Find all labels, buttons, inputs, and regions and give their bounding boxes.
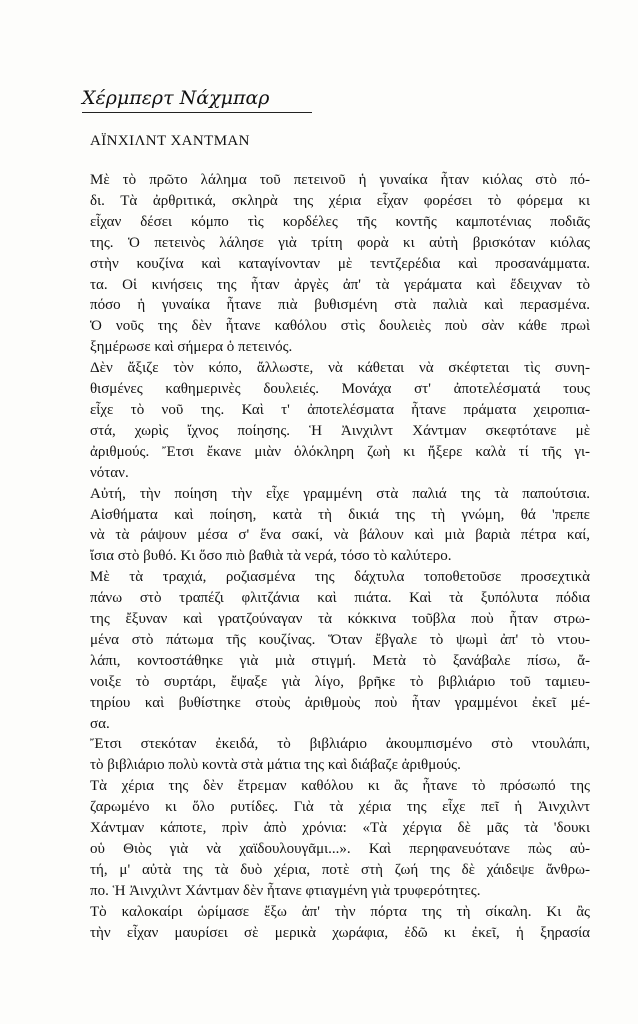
text-line: δι. Τὰ ἀρθριτικά, σκληρὰ της χέρια εἶχαν φορέσει τὸ φόρεμα κι [90,192,590,209]
text-line: ἀριθμούς. Ἔτσι ἔκανε μιὰν ὁλόκληρη ζωὴ κι ἤξερε καλὰ τί τῆς γι- [90,443,590,460]
text-line: ζαρωμένο κι ὅλο ρυτίδες. Γιὰ τὰ χέρια της εἶχε πεῖ ἡ Ἀινχιλντ [90,799,590,816]
text-line: μένα στὸ πάτωμα τῆς κουζίνας. Ὅταν ἔβγαλε τὸ ψωμὶ ἀπ' τὸ ντου- [90,631,590,648]
text-line: ξημέρωσε καὶ σήμερα ὁ πετεινός. [90,339,293,356]
text-line: τὸ βιβλιάριο πολὺ κοντὰ στὰ μάτια της καὶ διάβαζε ἀριθμούς. [90,757,461,774]
text-line: πάνω στὸ τραπέζι φλιτζάνια καὶ πιάτα. Καὶ τὰ ξυπόλυτα πόδια [90,590,590,607]
text-line: σα. [90,715,110,732]
text-line: νὰ τὰ ράψουν μέσα σ' ἕνα σακί, νὰ βάλουν καὶ μιὰ βαριὰ πέτρα καί, [90,527,590,544]
text-line: πο. Ἡ Ἀινχιλντ Χάντμαν δὲν ἦτανε φτιαγμένη γιὰ τρυφερότητες. [90,882,481,899]
text-line: εἶχε τὸ νοῦ της. Καὶ τ' ἀποτελέσματα ἦτανε πράματα χειροπια- [90,401,590,418]
text-line: Μὲ τὰ τραχιά, ροζιασμένα της δάχτυλα τοποθετοῦσε προσεχτικὰ [90,569,590,586]
text-line: λάπι, κοντοστάθηκε γιὰ μιὰ στιγμή. Μετὰ τὸ ξανάβαλε πίσω, ἄ- [90,652,590,669]
body-text [90,170,590,944]
text-line: της ἔξυναν καὶ γρατζούναγαν τὰ κόκκινα τοῦβλα ποὺ ἦταν στρω- [90,611,590,628]
story-title: ΑΪΝΧΙΛΝΤ ΧΑΝΤΜΑΝ [90,133,250,149]
text-line: νόταν. [90,464,129,481]
text-line: Μὲ τὸ πρῶτο λάλημα τοῦ πετεινοῦ ἡ γυναίκα ἦταν κιόλας στὸ πό- [90,172,590,188]
text-line: τα. Οἱ κινήσεις της ἦταν ἀργὲς ἀπ' τὰ γεράματα καὶ ἔδειχναν τὸ [90,276,590,293]
text-line: τὴν εἶχαν μαυρίσει σὲ μερικὰ χωράφια, ἐδῶ κι ἐκεῖ, ἡ ξηρασία [90,924,590,941]
text-line: Δὲν ἄξιζε τὸν κόπο, ἄλλωστε, νὰ κάθεται νὰ σκέφτεται τὶς συνη- [90,360,590,377]
text-line: τηρίου καὶ βυθίστηκε στοὺς ἀριθμοὺς ποὺ ἦταν γραμμένοι ἐκεῖ μέ- [90,694,590,711]
text-line: Ὁ νοῦς της δὲν ἦτανε καθόλου στὶς δουλειὲς ποὺ σὰν κάθε πρωὶ [90,318,590,335]
text-line: στὴν κουζίνα καὶ καταγίνονταν μὲ τεντζερέδια καὶ προσανάμματα. [90,255,590,272]
text-line: οὑ Θιὸς γιὰ νὰ χαϊδουλουγᾶμι...». Καὶ περηφανευότανε πὼς αὐ- [90,841,590,857]
text-line: τή, μ' αὐτὰ της τὰ δυὸ χέρια, ποτὲ στὴ ζωή της δὲ χάιδεψε ἄνθρω- [90,861,590,878]
text-line: Ἔτσι στεκόταν ἐκειδά, τὸ βιβλιάριο ἀκουμπισμένο στὸ ντουλάπι, [90,736,590,753]
text-line: Αὐτή, τὴν ποίηση τὴν εἶχε γραμμένη στὰ παλιά της τὰ παπούτσια. [90,485,590,502]
text-line: Τὰ χέρια της δὲν ἔτρεμαν καθόλου κι ἂς ἦτανε τὸ πρόσωπό της [90,778,590,795]
text-line: στά, χωρὶς ἴχνος ποίησης. Ἡ Ἀινχιλντ Χάντμαν σκεφτότανε μὲ [90,422,590,439]
text-line: πόσο ἡ γυναίκα ἦτανε πιὰ βυθισμένη στὰ παλιὰ καὶ περασμένα. [90,297,590,314]
text-line: εἶχαν δέσει κόμπο τὶς κορδέλες τῆς κοντῆς καμποτένιας ποδιᾶς [90,213,590,230]
text-line: Τὸ καλοκαίρι ὡρίμασε ἔξω ἀπ' τὴν πόρτα της τὴ σίκαλη. Κι ἂς [90,903,590,920]
running-head-author: Χέρμπερτ Νάχμπαρ [82,86,312,113]
text-line: της. Ὁ πετεινὸς λάλησε γιὰ τρίτη φορὰ κι αὐτὴ βρισκόταν κιόλας [90,234,590,251]
text-line: θισμένες καθημερινὲς δουλειές. Μονάχα στ' ἀποτελέσματά τους [90,381,590,398]
text-line: ἴσια στὸ βυθό. Κι ὅσο πιὸ βαθιὰ τὰ νερά, τόσο τὸ καλύτερο. [90,548,452,565]
text-line: νοιξε τὸ συρτάρι, ἔψαξε γιὰ λίγο, βρῆκε τὸ βιβλιάριο τοῦ ταμιευ- [90,673,590,690]
text-line: Χάντμαν κάποτε, πρὶν ἀπὸ χρόνια: «Τὰ χέργια δὲ μᾶς τὰ 'δουκι [90,820,590,837]
text-line: Αἰσθήματα καὶ ποίηση, κατὰ τὴ δικιά της τὴ γνώμη, θά 'πρεπε [90,506,590,523]
